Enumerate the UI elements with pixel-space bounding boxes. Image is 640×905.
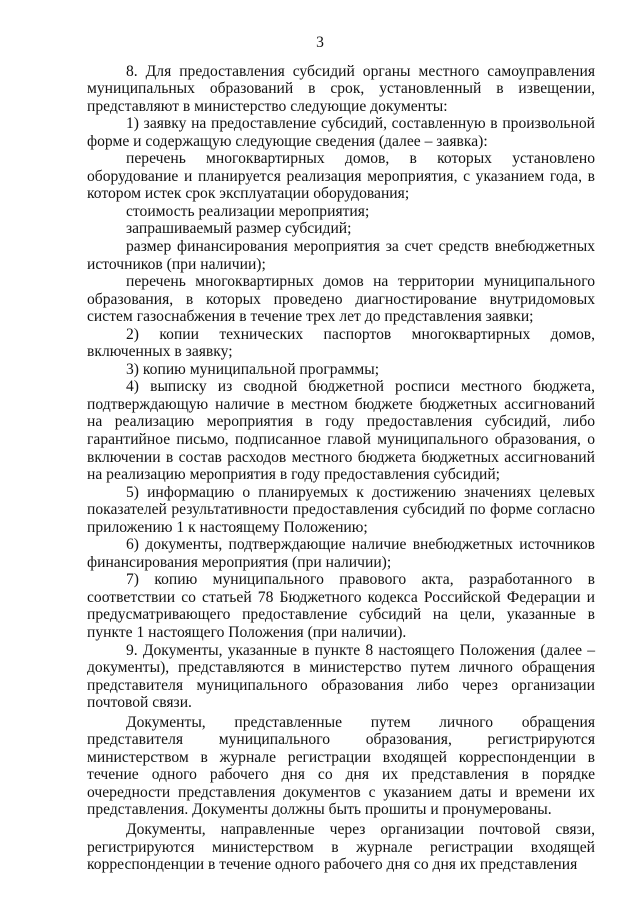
list-item-target-indicators: 5) информацию о планируемых к достижению значениях целевых показателей результативности предоставления субсидий по форме согласно приложению 1 к настоящему Положению; xyxy=(87,483,595,536)
paragraph-postal-submission: Документы, направленные через организации почтовой связи, регистрируются министерством в журнале регистрации входящей корреспонденции в течение одного рабочего дня со дня их представления xyxy=(87,821,595,874)
paragraph-9: 9. Документы, указанные в пункте 8 настоящего Положения (далее – документы), представляются в министерство путем личного обращения представителя муниципального образования либо через организации почтовой связи. xyxy=(87,641,595,712)
list-item-budget-extract: 4) выписку из сводной бюджетной росписи местного бюджета, подтверждающую наличие в местном бюджете бюджетных ассигнований на реализацию мероприятия в году предоставления субсидий, либо гарантийное письмо, подписанное главой муниципального образования, о включении в состав расходов местного бюджета бюджетных ассигнований на реализацию мероприятия в году предоставления субсидий; xyxy=(87,378,595,484)
paragraph-8: 8. Для предоставления субсидий органы местного самоуправления муниципальных образований в срок, установленный в извещении, представляют в министерство следующие документы: xyxy=(87,62,595,115)
list-item-funding-documents: 6) документы, подтверждающие наличие внебюджетных источников финансирования мероприятия (при наличии); xyxy=(87,536,595,571)
list-item-legal-act: 7) копию муниципального правового акта, разработанного в соответствии со статьей 78 Бюджетного кодекса Российской Федерации и предусматривающего предоставление субсидий на цели, указанные в пункте 1 настоящего Положения (при наличии). xyxy=(87,571,595,641)
list-item-technical-passports: 2) копии технических паспортов многоквартирных домов, включенных в заявку; xyxy=(87,325,595,361)
list-item-application: 1) заявку на предоставление субсидий, составленную в произвольной форме и содержащую следующие сведения (далее – заявка): xyxy=(87,115,595,150)
list-item-municipal-program: 3) копию муниципальной программы; xyxy=(126,360,380,378)
page-number: 3 xyxy=(316,34,324,51)
list-item-buildings-list: перечень многоквартирных домов, в которых установлено оборудование и планируется реализация мероприятия, с указанием года, в котором истек срок эксплуатации оборудования; xyxy=(87,150,595,203)
list-item-extrabudgetary-funding: размер финансирования мероприятия за счет средств внебюджетных источников (при наличии); xyxy=(87,237,595,273)
list-item-diagnostics-list: перечень многоквартирных домов на территории муниципального образования, в которых проведено диагностирование внутридомовых систем газоснабжения в течение трех лет до представления заявки; xyxy=(87,273,595,326)
list-item-subsidy-amount: запрашиваемый размер субсидий; xyxy=(126,220,352,238)
list-item-cost: стоимость реализации мероприятия; xyxy=(126,202,370,220)
paragraph-personal-submission: Документы, представленные путем личного обращения представителя муниципального образования, регистрируются министерством в журнале регистрации входящей корреспонденции в течение одного рабочего дня со дня их представления в порядке очередности представления документов с указанием даты и времени их представления. Документы должны быть прошиты и пронумерованы. xyxy=(87,713,595,819)
document-body xyxy=(87,63,595,874)
